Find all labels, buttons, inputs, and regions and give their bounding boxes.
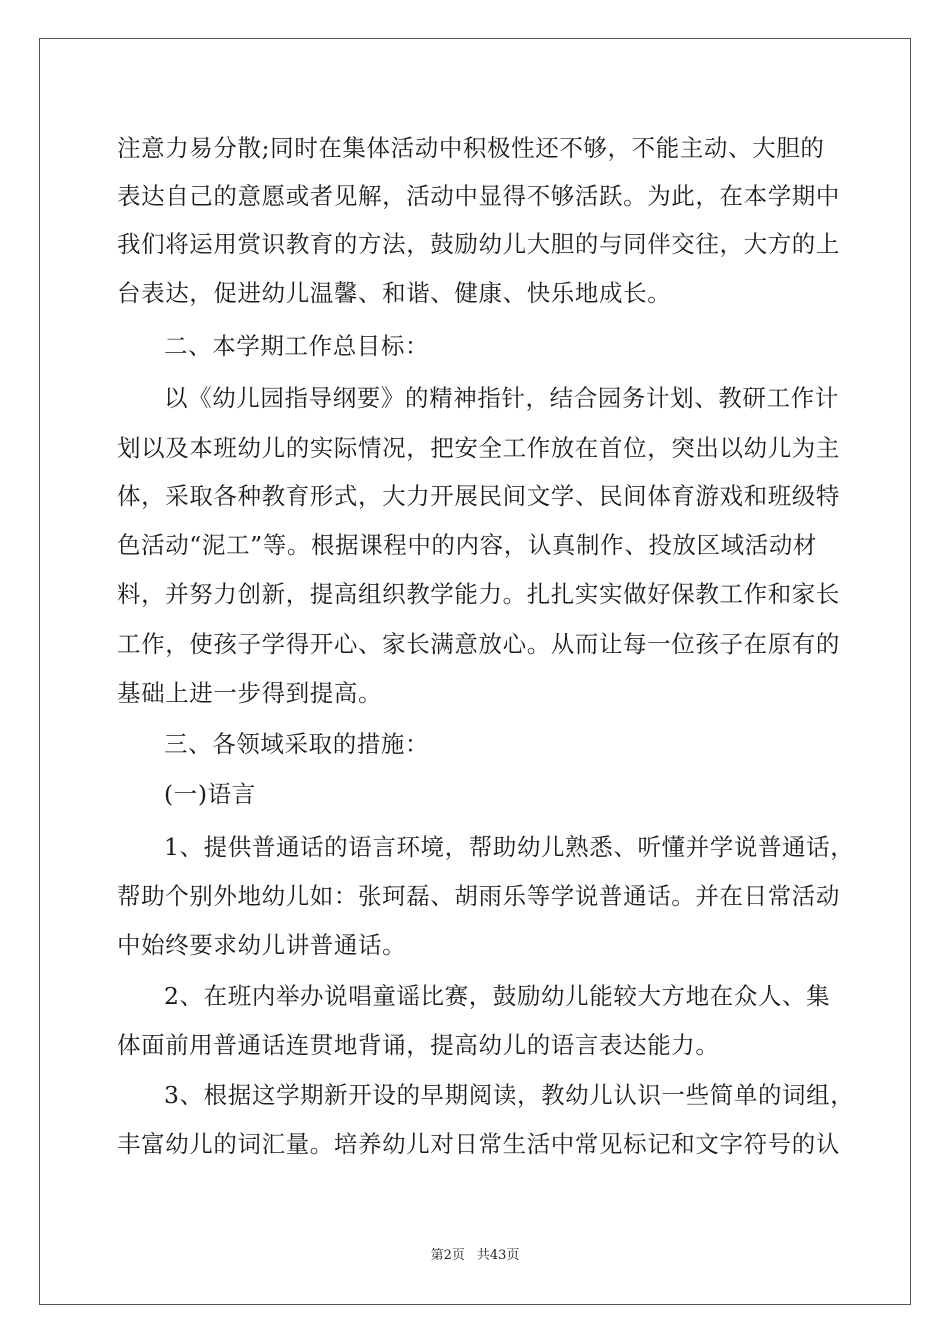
text-line: 体，采取各种教育形式，大力开展民间文学、民间体育游戏和班级特 [117, 482, 840, 510]
text-line: 料，并努力创新，提高组织教学能力。扎扎实实做好保教工作和家长 [117, 580, 840, 608]
text-line: 丰富幼儿的词汇量。培养幼儿对日常生活中常见标记和文字符号的认 [117, 1130, 840, 1158]
text-line: 2、在班内举办说唱童谣比赛，鼓励幼儿能较大方地在众人、集 [164, 982, 831, 1010]
page-footer [0, 1244, 950, 1263]
text-line: 划以及本班幼儿的实际情况，把安全工作放在首位，突出以幼儿为主 [117, 434, 840, 462]
text-line: 以《幼儿园指导纲要》的精神指针，结合园务计划、教研工作计 [164, 384, 839, 412]
text-line: 体面前用普通话连贯地背诵，提高幼儿的语言表达能力。 [117, 1031, 720, 1059]
text-line: 台表达，促进幼儿温馨、和谐、健康、快乐地成长。 [117, 279, 672, 307]
subsection-heading: (一)语言 [164, 780, 256, 808]
text-line: 工作，使孩子学得开心、家长满意放心。从而让每一位孩子在原有的 [117, 630, 840, 658]
text-line: 基础上进一步得到提高。 [117, 679, 383, 707]
text-line: 注意力易分散;同时在集体活动中积极性还不够，不能主动、大胆的 [117, 134, 825, 162]
section-heading: 二、本学期工作总目标： [164, 332, 430, 360]
text-line: 帮助个别外地幼儿如：张珂磊、胡雨乐等学说普通话。并在日常活动 [117, 882, 840, 910]
text-line: 我们将运用赏识教育的方法，鼓励幼儿大胆的与同伴交往，大方的上 [117, 230, 840, 258]
section-heading: 三、各领域采取的措施： [164, 730, 430, 758]
text-line: 表达自己的意愿或者见解，活动中显得不够活跃。为此，在本学期中 [117, 182, 840, 210]
page-total: 共43页 [476, 1248, 520, 1263]
text-line: 色活动“泥工”等。根据课程中的内容，认真制作、投放区域活动材 [117, 531, 818, 559]
text-line: 3、根据这学期新开设的早期阅读，教幼儿认识一些简单的词组， [164, 1081, 855, 1109]
text-line: 1、提供普通话的语言环境，帮助幼儿熟悉、听懂并学说普通话， [164, 833, 855, 861]
text-line: 中始终要求幼儿讲普通话。 [117, 931, 407, 959]
page-number: 第2页 [430, 1248, 465, 1263]
